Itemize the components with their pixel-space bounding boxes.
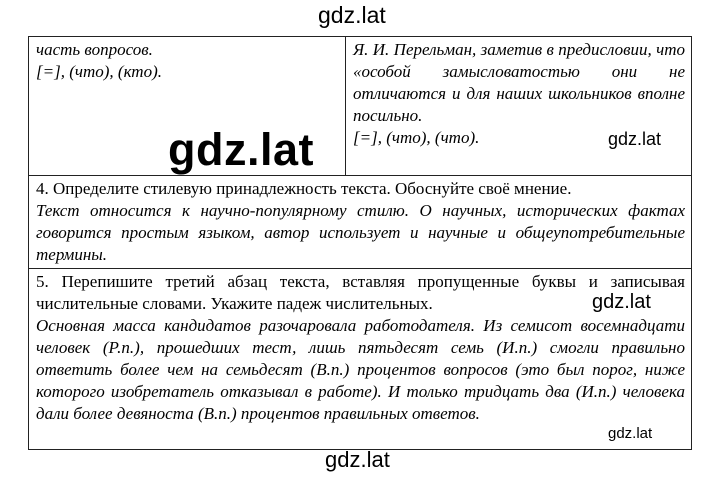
table-row [29, 37, 692, 176]
watermark-bottom: gdz.lat [325, 447, 390, 472]
watermark-top: gdz.lat [318, 2, 386, 28]
task-4-question: 4. Определите стилевую принадлежность текста. Обоснуйте своё мнение. [36, 179, 572, 198]
right-cell [346, 37, 692, 176]
document-table [28, 36, 692, 450]
watermark-big: gdz.lat [168, 124, 314, 175]
watermark-small: gdz.lat [608, 425, 653, 442]
right-text: Я. И. Перельман, заметив в предисловии, что «особой замысловатостью они не отличаются и для наших школьников вполне посильно. [353, 40, 685, 125]
left-scheme: [=], (что), (кто). [36, 62, 162, 81]
left-text-line: часть вопросов. [36, 40, 153, 59]
task-4-cell [29, 176, 692, 269]
task-5-answer: Основная масса кандидатов разочаровала работодателя. Из семисот восемнадцати человек (Р.п.), прошедших тест, лишь пятьдесят семь (И.п.) смогли правильно ответить более чем на семьдесят (В.п.) процентов вопросов (это был порог, ниже которого изобретатель отказывал в работе). И только тридцать два (И.п.) человека дали более девяноста (В.п.) процентов правильных ответов. [36, 316, 685, 423]
watermark-right: gdz.lat [608, 129, 662, 149]
task-5-question: 5. Перепишите третий абзац текста, вставляя пропущенные буквы и записывая числительные словами. Укажите падеж числительных. [36, 272, 685, 313]
table-row [29, 176, 692, 269]
right-scheme: [=], (что), (что). [353, 128, 480, 147]
watermark-mid: gdz.lat [592, 291, 651, 313]
task-4-answer: Текст относится к научно-популярному стилю. О научных, исторических фактах говорится простым языком, автор использует и научные и общеупотребительные термины. [36, 201, 685, 264]
